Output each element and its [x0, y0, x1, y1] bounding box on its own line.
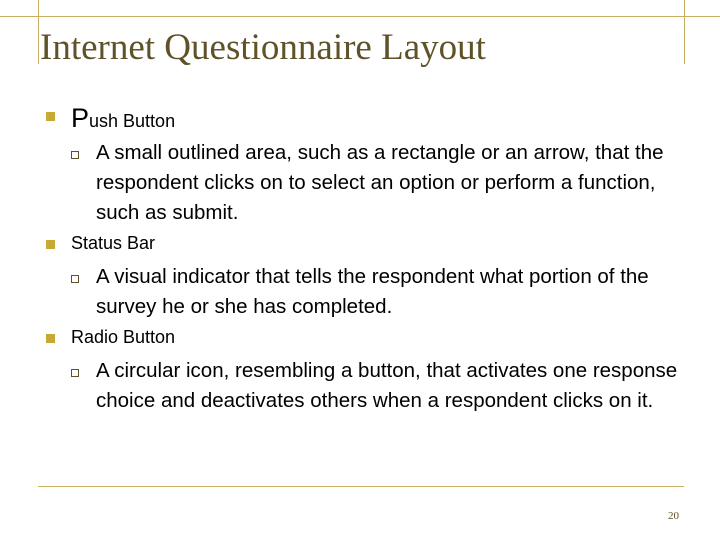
definition-radio-button — [70, 356, 678, 416]
hollow-square-bullet-icon — [71, 369, 79, 377]
term-text: Status Bar — [71, 233, 156, 253]
square-bullet-icon — [46, 240, 55, 249]
slide-content — [44, 104, 684, 418]
bullet-status-bar — [44, 232, 684, 254]
page-number: 20 — [668, 510, 679, 522]
definition-status-bar — [70, 262, 678, 322]
definition-text: A small outlined area, such as a rectangle or an arrow, that the respondent clicks on to select an option or perform a function, such as submit. — [96, 141, 664, 224]
hollow-square-bullet-icon — [71, 275, 79, 283]
definition-text: A visual indicator that tells the respondent what portion of the survey he or she has completed. — [96, 265, 649, 318]
term-rest: ush Button — [89, 111, 176, 131]
bullet-push-button — [44, 104, 684, 132]
definition-push-button — [70, 138, 678, 228]
frame-right-line — [684, 0, 685, 64]
term-text: Radio Button — [71, 327, 176, 347]
term-first-letter: P — [71, 103, 90, 133]
slide-title: Internet Questionnaire Layout — [40, 27, 486, 68]
frame-left-line — [38, 0, 39, 64]
bullet-radio-button — [44, 326, 684, 348]
hollow-square-bullet-icon — [71, 151, 79, 159]
frame-bottom-line — [38, 486, 684, 487]
square-bullet-icon — [46, 334, 55, 343]
frame-top-line — [0, 16, 720, 17]
definition-text: A circular icon, resembling a button, that activates one response choice and deactivates others when a respondent clicks on it. — [96, 359, 678, 412]
square-bullet-icon — [46, 112, 55, 121]
